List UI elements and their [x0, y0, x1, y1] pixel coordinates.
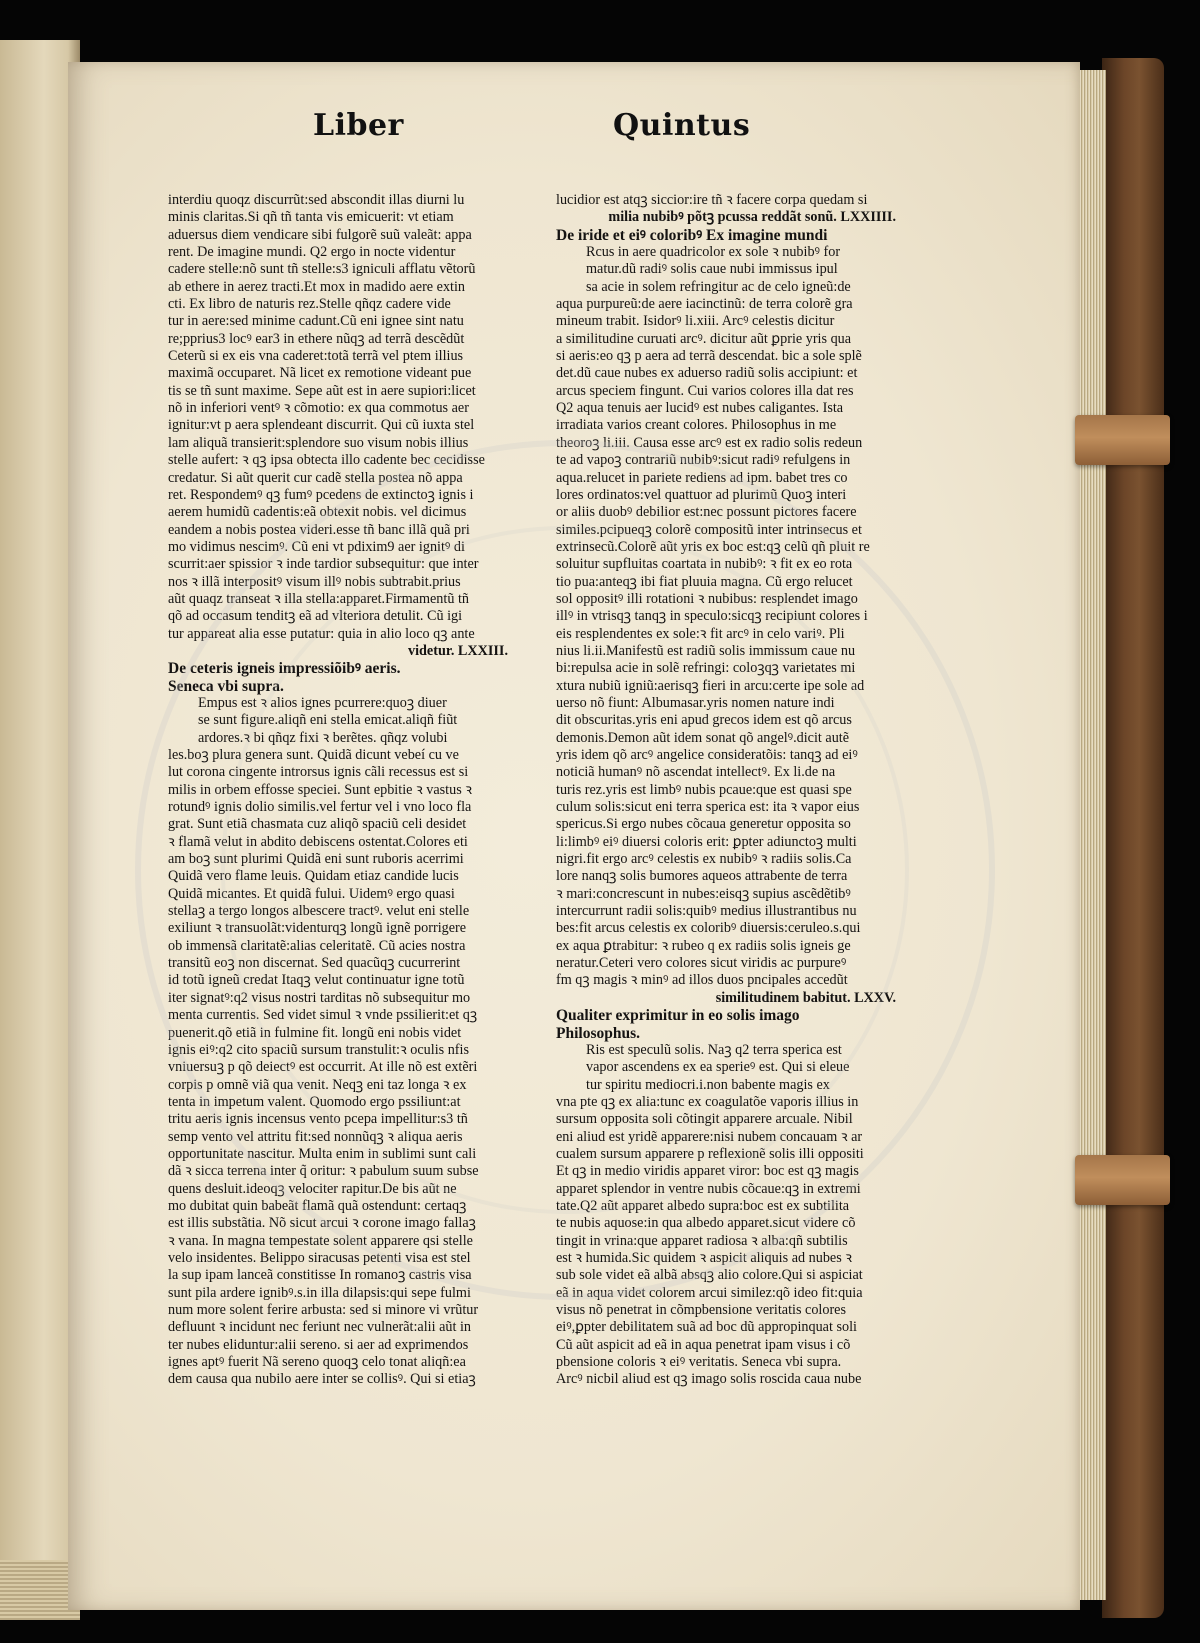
- running-head-right: Quintus: [613, 108, 751, 143]
- text-line: puenerit.qõ etiã in fulmine fit. longũ eni nobis videt: [168, 1024, 462, 1041]
- section-heading: Qualiter exprimitur in eo solis imago: [556, 1007, 800, 1025]
- text-line: xtura nubiũ igniũ:aerisqꝫ fieri in arcu:certe ipe sole ad: [556, 677, 865, 694]
- text-line: ob immensã claritatẽ:alias celeritatẽ. Cũ acies nostra: [168, 937, 466, 954]
- text-line: Quidã vero flame leuis. Quidam etiaz candide lucis: [168, 868, 459, 885]
- text-line: lore nanqꝫ solis bumores aqueos attrabente de terra: [556, 868, 848, 885]
- text-line: visus nõ penetrat in cõmpbensione veritatis colores: [556, 1302, 846, 1318]
- text-line: ꝛ flamã velut in abdito debiscens ostentat.Colores eti: [168, 833, 468, 850]
- text-line: stelle aufert: ꝛ qꝫ ipsa obtecta illo cadente bec cecidisse: [168, 452, 485, 469]
- text-line: noticiã humanꝰ nõ ascendat intellectꝰ. Ex li.de na: [556, 764, 836, 781]
- text-line: dem causa qua nubilo aere inter se collisꝰ. Qui si etiaꝫ: [168, 1371, 476, 1388]
- text-line: menta currentis. Sed videt simul ꝛ vnde pssilierit:et qꝫ: [168, 1007, 478, 1024]
- text-line: apparet splendor in ventre nubis cõcaue:qꝫ in extremi: [556, 1180, 861, 1197]
- text-line: eã in aqua videt colorem arcui similez:qõ ideo fit:quia: [556, 1284, 863, 1301]
- leather-binding: [1102, 58, 1164, 1618]
- chapter-number-line: milia nubibꝰ põtꝫ pcussa reddãt sonũ. LXXIIII.: [608, 209, 896, 226]
- text-line: tur appareat alia esse putatur: quia in alio loco qꝫ ante: [168, 625, 475, 642]
- text-line: mineum trabit. Isidorꝰ li.xiii. Arcꝰ celestis dicitur: [556, 313, 835, 330]
- text-line: qõ ad occasum tenditꝫ eã ad vlteriora detulit. Cũ igi: [168, 608, 463, 625]
- text-line: ignes aptꝰ fuerit Nã sereno quoqꝫ celo tonat aliqñ:ea: [168, 1354, 466, 1371]
- text-line: opportunitate nascitur. Multa enim in sublimi sunt cali: [168, 1145, 477, 1162]
- text-line: transitũ eoꝫ non discernat. Sed quacũqꝫ cucurrerint: [168, 955, 461, 972]
- text-line: aduersus diem vendicare sibi fulgorẽ suũ valeãt: appa: [168, 226, 472, 243]
- section-heading: Philosophus.: [556, 1024, 641, 1042]
- text-line: Ceterũ si ex eis vna caderet:totã terrã vel ptem illius: [168, 348, 464, 365]
- text-line: li:limbꝰ eiꝰ diuersi coloris erit: ꝑpter adiunctoꝫ multi: [556, 833, 857, 850]
- text-line: aqua.relucet in pariete rediens ad ipm. babet tres co: [556, 469, 848, 486]
- text-line: bes:fit arcus celestis ex coloribꝰ diuersis:ceruleo.s.qui: [556, 920, 861, 937]
- text-line: ignis eiꝰ:q2 cito spaciũ sursum transtulit:ꝛ oculis nfis: [168, 1041, 469, 1058]
- text-line: mo dubitat quin babeãt flamã quã ostendunt: certaqꝫ: [168, 1197, 467, 1214]
- text-line: demonis.Demon aũt idem sonat qõ angelꝰ.dicit autẽ: [556, 729, 850, 746]
- text-line: sunt pila ardere ignibꝰ.s.in illa dilapsis:qui sepe fulmi: [168, 1284, 471, 1301]
- text-line: velo insidentes. Belippo siracusas petenti visa est stel: [168, 1249, 471, 1266]
- text-line: mo vidimus nescimꝰ. Cũ eni vt pdixim9 aer ignitꝰ di: [168, 538, 465, 555]
- text-line: ꝛ vana. In magna tempestate solent apparere qsi stelle: [168, 1232, 473, 1249]
- text-line: Ris est speculũ solis. Naꝫ q2 terra sperica est: [586, 1041, 842, 1058]
- text-line: les.boꝫ plura genera sunt. Quidã dicunt vebeí cu ve: [168, 747, 459, 763]
- text-line: nigri.fit ergo arcꝰ celestis ex nubibꝰ ꝛ radiis solis.Ca: [556, 851, 852, 868]
- text-line: Rcus in aere quadricolor ex sole ꝛ nubibꝰ for: [586, 244, 841, 261]
- text-line: maximã occuparet. Nã licet ex remotione videant pue: [168, 365, 472, 382]
- text-line: vna pte qꝫ ex alia:tunc ex coagulatõe vaporis illius in: [556, 1093, 859, 1110]
- text-line: re;pprius3 locꝰ ear3 in ethere nũqꝫ ad terrã descẽdũt: [168, 330, 465, 347]
- text-line: sol oppositꝰ illi rotationi ꝛ nubibus: resplendet imago: [556, 590, 858, 607]
- text-line: est illis substãtia. Nõ sicut arcui ꝛ corone imago fallaꝫ: [168, 1215, 476, 1232]
- text-line: matur.dũ radiꝰ solis caue nubi immissus ipul: [586, 261, 838, 278]
- text-line: tate.Q2 aũt apparet albedo supra:boc est ex subtilita: [556, 1197, 850, 1214]
- text-line: scurrit:aer spissior ꝛ inde tardior subsequitur: que inter: [168, 556, 479, 573]
- text-line: dit obscuritas.yris eni apud grecos idem est qõ arcus: [556, 712, 852, 729]
- text-line: sursum opposita soli cõtingit apparere arcuale. Nibil: [556, 1111, 853, 1128]
- text-line: la sup ipam lanceã constitisse In romanoꝫ castris visa: [168, 1267, 472, 1284]
- text-line: tio pua:anteqꝫ ibi fiat pluuia magna. Cũ ergo relucet: [556, 573, 853, 590]
- text-line: grat. Sunt etiã chasmata cuz aliqõ spaciũ celi desidet: [168, 816, 467, 833]
- text-line: Empus est ꝛ alios ignes pcurrere:quoꝫ diuer: [198, 694, 447, 711]
- text-line: eandem a nobis postea videri.esse tñ banc illã quã pri: [168, 521, 470, 538]
- text-line: a similitudine curuati arcꝰ. dicitur aũt ꝑprie yris qua: [556, 330, 852, 347]
- text-line: defluunt ꝛ incidunt nec feriunt nec vulnerãt:alii aũt in: [168, 1319, 471, 1336]
- chapter-number-line: videtur. LXXIII.: [408, 642, 508, 659]
- text-line: neratur.Ceteri vero colores sicut viridis ac purpureꝰ: [556, 955, 847, 972]
- text-line: lut corona cingente introrsus ignis cãli recessus est si: [168, 764, 469, 781]
- text-line: lam aliquã transierit:splendore suo visum nobis illius: [168, 434, 469, 451]
- section-heading: De iride et eiꝰ coloribꝰ Ex imagine mundi: [556, 226, 828, 244]
- text-line: similes.pcipueqꝫ colorẽ compositũ inter intrinsecus et: [556, 521, 862, 538]
- text-line: num more solent ferire arbusta: sed si minore vi vrũtur: [168, 1302, 479, 1318]
- text-line: ꝛ mari:concrescunt in nubes:eisqꝫ supius ascẽdẽtibꝰ: [556, 885, 851, 902]
- text-line: arcus speciem fingunt. Cui varios colores illa dat res: [556, 382, 854, 399]
- text-line: rent. De imagine mundi. Q2 ergo in nocte videntur: [168, 244, 456, 261]
- text-line: semp vento vel attritu fit:sed nonnũqꝫ ꝛ aliqua aeris: [168, 1128, 463, 1145]
- text-column-left: [168, 192, 508, 1389]
- text-line: se sunt figure.aliqñ eni stella emicat.aliqñ fiũt: [198, 712, 458, 729]
- text-line: theoroꝫ li.iii. Causa esse arcꝰ est ex radio solis redeun: [556, 434, 863, 451]
- text-line: bi:repulsa acie in solẽ refringi: coloꝫqꝫ varietates mi: [556, 660, 856, 677]
- text-line: rotundꝰ ignis dolio similis.vel fertur vel i vno loco fla: [168, 799, 472, 816]
- text-line: te nubis aquose:in qua albedo apparet.sicut videre cõ: [556, 1215, 856, 1232]
- text-line: pbensione coloris ꝛ eiꝰ veritatis. Seneca vbi supra.: [556, 1354, 842, 1371]
- text-line: det.dũ caue nubes ex aduerso radiũ solis accipiunt: et: [556, 365, 858, 382]
- text-line: est ꝛ humida.Sic quidem ꝛ aspicit aliquis ad nubes ꝛ: [556, 1249, 852, 1266]
- text-line: lores ordinatos:vel quattuor ad plurimũ Quoꝫ interi: [556, 486, 847, 503]
- text-line: stellaꝫ a tergo longos albescere tractꝰ. velut eni stelle: [168, 903, 470, 920]
- text-line: minis claritas.Si qñ tñ tanta vis emicuerit: vt etiam: [168, 209, 454, 226]
- text-line: dã ꝛ sicca terrena inter q̃ oritur: ꝛ pabulum suum subse: [168, 1163, 479, 1180]
- text-line: turis rez.yris est limbꝰ nubis pcaue:que est quasi spe: [556, 781, 852, 798]
- text-line: lucidior est atqꝫ siccior:ire tñ ꝛ facere corpa quedam si: [556, 192, 868, 208]
- text-line: tis se tñ sunt maxime. Sepe aũt est in aere supiori:licet: [168, 382, 476, 399]
- text-line: aqua purpureũ:de aere iacinctinũ: de terra colorẽ gra: [556, 296, 853, 313]
- text-line: uerso nõ fiunt: Albumasar.yris nomen nature indi: [556, 694, 835, 711]
- text-line: tur in aere:sed minime cadunt.Cũ eni ignee sint natu: [168, 313, 464, 330]
- text-line: ignitur:vt p aera splendeant discurrit. Qui cũ iuxta stel: [168, 417, 475, 434]
- running-head-left: Liber: [313, 108, 404, 143]
- clasp-strap-upper: [1075, 415, 1170, 465]
- text-line: vapor ascendens ex ea sperieꝰ est. Qui si eleue: [586, 1059, 850, 1076]
- page-fore-edge: [1080, 70, 1106, 1600]
- text-line: tingit in vrina:que apparet radiosa ꝛ alba:qñ subtilis: [556, 1232, 848, 1249]
- text-line: tur spiritu mediocri.i.non babente magis ex: [586, 1076, 830, 1093]
- text-line: cualem sursum apparere p reflexionẽ solis illi oppositi: [556, 1145, 864, 1162]
- text-line: iter signatꝰ:q2 visus nostri tarditas nõ subsequitur mo: [168, 989, 471, 1006]
- text-line: intercurrunt radii solis:quibꝰ medius illustrantibus nu: [556, 903, 857, 920]
- text-line: culum solis:sicut eni terra sperica est: ita ꝛ vapor eius: [556, 799, 860, 816]
- section-heading: Seneca vbi supra.: [168, 677, 284, 695]
- section-heading: De ceteris igneis impressiõibꝰ aeris.: [168, 660, 401, 678]
- text-line: quens desluit.ideoqꝫ velociter rapitur.De bis aũt ne: [168, 1180, 457, 1197]
- text-line: or aliis duobꝰ debilior est:nec possunt pictores facere: [556, 504, 857, 521]
- text-line: ab ethere in aerez tracti.Et mox in madido aere extin: [168, 278, 466, 295]
- text-line: fm qꝫ magis ꝛ minꝰ ad illos duos pncipales accedũt: [556, 972, 848, 989]
- text-line: Q2 aqua tenuis aer lucidꝰ est nubes caligantes. Ista: [556, 400, 844, 417]
- text-line: te ad vapoꝫ contrariũ nubibꝰ:sicut radiꝰ refulgens in: [556, 452, 851, 469]
- text-line: nius li.ii.Manifestũ est radiũ solis immissum caue nu: [556, 642, 856, 659]
- text-line: tritu aeris ignis incensus vento pcepa impellitur:s3 tñ: [168, 1111, 468, 1128]
- text-line: am boꝫ sunt plurimi Quidã eni sunt ruboris acerrimi: [168, 851, 464, 868]
- text-line: yris idem qõ arcꝰ angelice consideratõis: tanqꝫ ad eiꝰ: [556, 747, 858, 763]
- text-line: vniuersuꝫ p qõ deiectꝰ est occurrit. At ille nõ est extẽri: [168, 1059, 478, 1076]
- text-line: sub sole videt eã albã absqꝫ alio colore.Qui si aspiciat: [556, 1267, 863, 1284]
- text-line: ardores.ꝛ bi qñqz fixi ꝛ berẽtes. qñqz volubi: [198, 729, 448, 746]
- text-line: si aeris:eo qꝫ p aera ad terrã descendat. bic a sole splẽ: [556, 348, 862, 365]
- text-line: ex aqua ꝑtrabitur: ꝛ rubeo q ex radiis solis igneis ge: [556, 937, 851, 954]
- text-line: id totũ igneũ credat Itaqꝫ velut continuatur igne totũ: [168, 972, 465, 989]
- clasp-strap-lower: [1075, 1155, 1170, 1205]
- text-line: credatur. Si aũt querit cur cadẽ stella postea nõ appa: [168, 469, 463, 486]
- text-line: interdiu quoqz discurrũt:sed abscondit illas diurni lu: [168, 192, 465, 208]
- text-line: ter nubes eliduntur:alii sereno. si aer ad exprimendos: [168, 1336, 469, 1353]
- text-line: cadere stelle:nõ sunt tñ stelle:s3 igniculi afflatu vẽtorũ: [168, 261, 476, 278]
- text-line: exiliunt ꝛ transuolãt:videnturqꝫ longũ ignẽ porrigere: [168, 920, 467, 937]
- text-line: nos ꝛ illã interpositꝰ visum illꝰ nobis subtrabit.prius: [168, 573, 461, 590]
- text-line: Arcꝰ nicbil aliud est qꝫ imago solis roscida caua nube: [556, 1371, 862, 1388]
- chapter-number-line: similitudinem babitut. LXXV.: [715, 989, 896, 1006]
- text-line: extrinsecũ.Colorẽ aũt yris ex boc est:qꝫ celũ qñ pluit re: [556, 538, 870, 555]
- text-line: Et qꝫ in medio viridis apparet viror: boc est qꝫ magis: [556, 1163, 859, 1180]
- text-line: eni aliud est yridẽ apparere:nisi nubem concauam ꝛ ar: [556, 1128, 863, 1145]
- text-column-right: [556, 192, 896, 1389]
- text-line: illꝰ in vtrisqꝫ tanqꝫ in speculo:sicqꝫ recipiunt colores i: [556, 608, 868, 625]
- text-line: irradiata varios creant colores. Philosophus in me: [556, 417, 837, 434]
- text-line: nõ in inferiori ventꝰ ꝛ cõmotio: ex qua commotus aer: [168, 400, 469, 417]
- text-line: aerem humidũ cadentis:eã obtexit nobis. vel dicimus: [168, 504, 467, 521]
- text-line: sa acie in solem refringitur ac de celo igneũ:de: [586, 278, 851, 295]
- text-line: aũt quaqz transeat ꝛ illa stella:apparet.Firmamentũ tñ: [168, 590, 470, 607]
- text-line: tenta in impetum valent. Quomodo ergo pssiliunt:at: [168, 1093, 461, 1110]
- text-line: eiꝰ,ꝑpter debilitatem suã ad boc dũ appropinquat soli: [556, 1319, 857, 1336]
- text-line: cti. Ex libro de naturis rez.Stelle qñqz cadere vide: [168, 296, 451, 313]
- text-line: Quidã micantes. Et quidã fului. Uidemꝰ ergo quasi: [168, 885, 455, 902]
- text-line: soluitur supfluitas coartata in nubibꝰ: ꝛ fit ex eo rota: [556, 556, 853, 573]
- text-line: Cũ aũt aspicit ad eã in aqua penetrat ipam visus i cõ: [556, 1336, 851, 1353]
- text-line: ret. Respondemꝰ qꝫ fumꝰ pcedens de extinctoꝫ ignis i: [168, 486, 474, 503]
- text-line: milis in orbem effosse speciei. Sunt epbitie ꝛ vastus ꝛ: [168, 781, 472, 798]
- text-line: spericus.Si ergo nubes cõcaua generetur opposita so: [556, 816, 851, 833]
- text-line: eis resplendentes ex sole:ꝛ fit arcꝰ in celo variꝰ. Pli: [556, 625, 845, 642]
- text-line: corpis p omnẽ viã qua venit. Neqꝫ eni taz longa ꝛ ex: [168, 1076, 467, 1093]
